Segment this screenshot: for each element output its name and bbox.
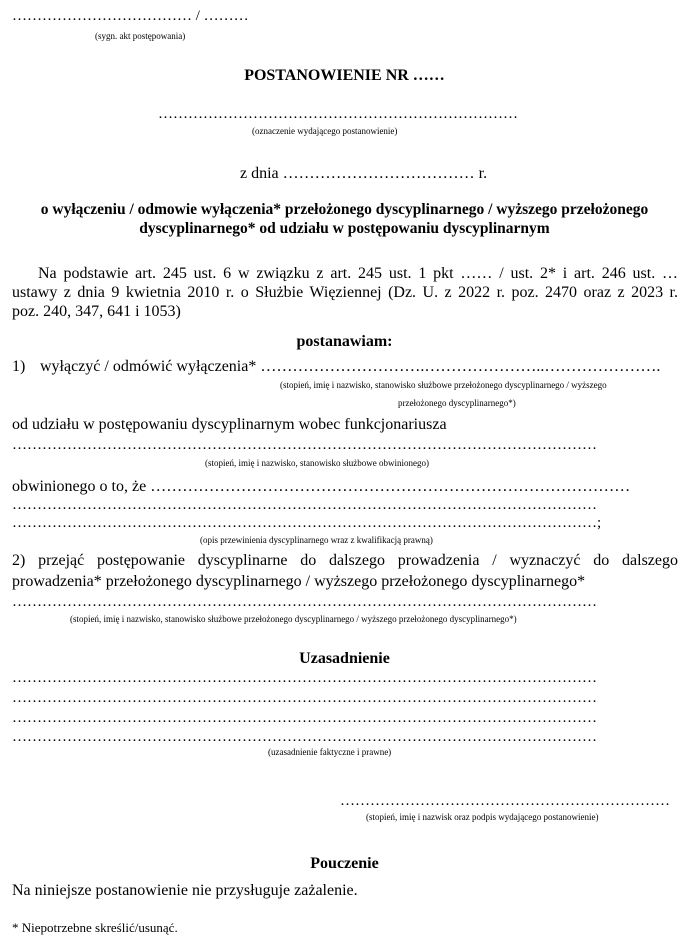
case-ref-caption: (sygn. akt postępowania)	[95, 31, 186, 41]
legal-basis-line-3: poz. 240, 347, 641 i 1053)	[12, 303, 181, 320]
date-line: z dnia ……………………………… r.	[240, 165, 488, 182]
instruction-heading: Pouczenie	[310, 855, 379, 872]
subject-line-1: o wyłączeniu / odmowie wyłączenia* przełożonego dyscyplinarnego / wyższego przełożonego	[40, 201, 649, 218]
justification-caption: (uzasadnienie faktyczne i prawne)	[268, 747, 392, 757]
item-1-number: 1)	[12, 358, 26, 375]
legal-basis-line-1: Na podstawie art. 245 ust. 6 w związku z art. 245 ust. 1 pkt …… / ust. 2* i art. 246 ust. …	[38, 265, 678, 282]
item-2-caption: (stopień, imię i nazwisko, stanowisko służbowe przełożonego dyscyplinarnego / wyższego przełożonego dyscyplinarnego*)	[70, 614, 517, 624]
item-1-text: wyłączyć / odmówić wyłączenia* ………………………….…………………..………………….	[40, 358, 661, 375]
item-2-line-1: 2) przejąć postępowanie dyscyplinarne do dalszego prowadzenia / wyznaczyć do dalszego	[12, 552, 678, 569]
footnote: * Niepotrzebne skreślić/usunąć.	[12, 920, 178, 935]
justification-line-2: ………………………………………………………………………………………………………	[12, 690, 597, 706]
item-1-caption-line-2: przełożonego dyscyplinarnego*)	[398, 398, 516, 408]
accused-text: obwinionego o to, że ………………………………………………………………………………	[12, 478, 631, 495]
signature-field: …………………………………………………………	[340, 793, 670, 809]
item-1-caption-line-1: (stopień, imię i nazwisko, stanowisko służbowe przełożonego dyscyplinarnego / wyższego	[280, 380, 607, 390]
legal-basis-line-2: ustawy z dnia 9 kwietnia 2010 r. o Służbie Więziennej (Dz. U. z 2022 r. poz. 2470 oraz z 2023 r.	[12, 284, 678, 301]
justification-line-1: ………………………………………………………………………………………………………	[12, 670, 597, 686]
accused-field-line-3: ………………………………………………………………………………………………………;	[12, 515, 602, 531]
issuer-field: ………………………………………………………………	[158, 106, 518, 122]
justification-line-4: ………………………………………………………………………………………………………	[12, 729, 597, 745]
officer-caption: (stopień, imię i nazwisko, stanowisko służbowe obwinionego)	[205, 458, 429, 468]
subject-line-2: dyscyplinarnego* od udziału w postępowaniu dyscyplinarnym	[139, 220, 550, 237]
participation-text: od udziału w postępowaniu dyscyplinarnym wobec funkcjonariusza	[12, 416, 447, 433]
officer-field: ………………………………………………………………………………………………………	[12, 437, 597, 453]
document-title: POSTANOWIENIE NR ……	[244, 67, 445, 84]
issuer-caption: (oznaczenie wydającego postanowienie)	[252, 126, 398, 136]
justification-line-3: ………………………………………………………………………………………………………	[12, 710, 597, 726]
signature-caption: (stopień, imię i nazwisk oraz podpis wydającego postanowienie)	[366, 812, 599, 822]
item-2-line-2: prowadzenia* przełożonego dyscyplinarnego / wyższego przełożonego dyscyplinarnego*	[12, 573, 586, 590]
justification-heading: Uzasadnienie	[299, 650, 390, 667]
decision-heading: postanawiam:	[296, 333, 393, 350]
instruction-text: Na niniejsze postanowienie nie przysługuje zażalenie.	[12, 882, 358, 899]
accused-field-line-2: ………………………………………………………………………………………………………	[12, 497, 597, 513]
accused-caption: (opis przewinienia dyscyplinarnego wraz z kwalifikacją prawną)	[200, 535, 433, 545]
item-2-field: ………………………………………………………………………………………………………	[12, 594, 597, 610]
case-ref-field: ……………………………… / ………	[12, 8, 249, 24]
